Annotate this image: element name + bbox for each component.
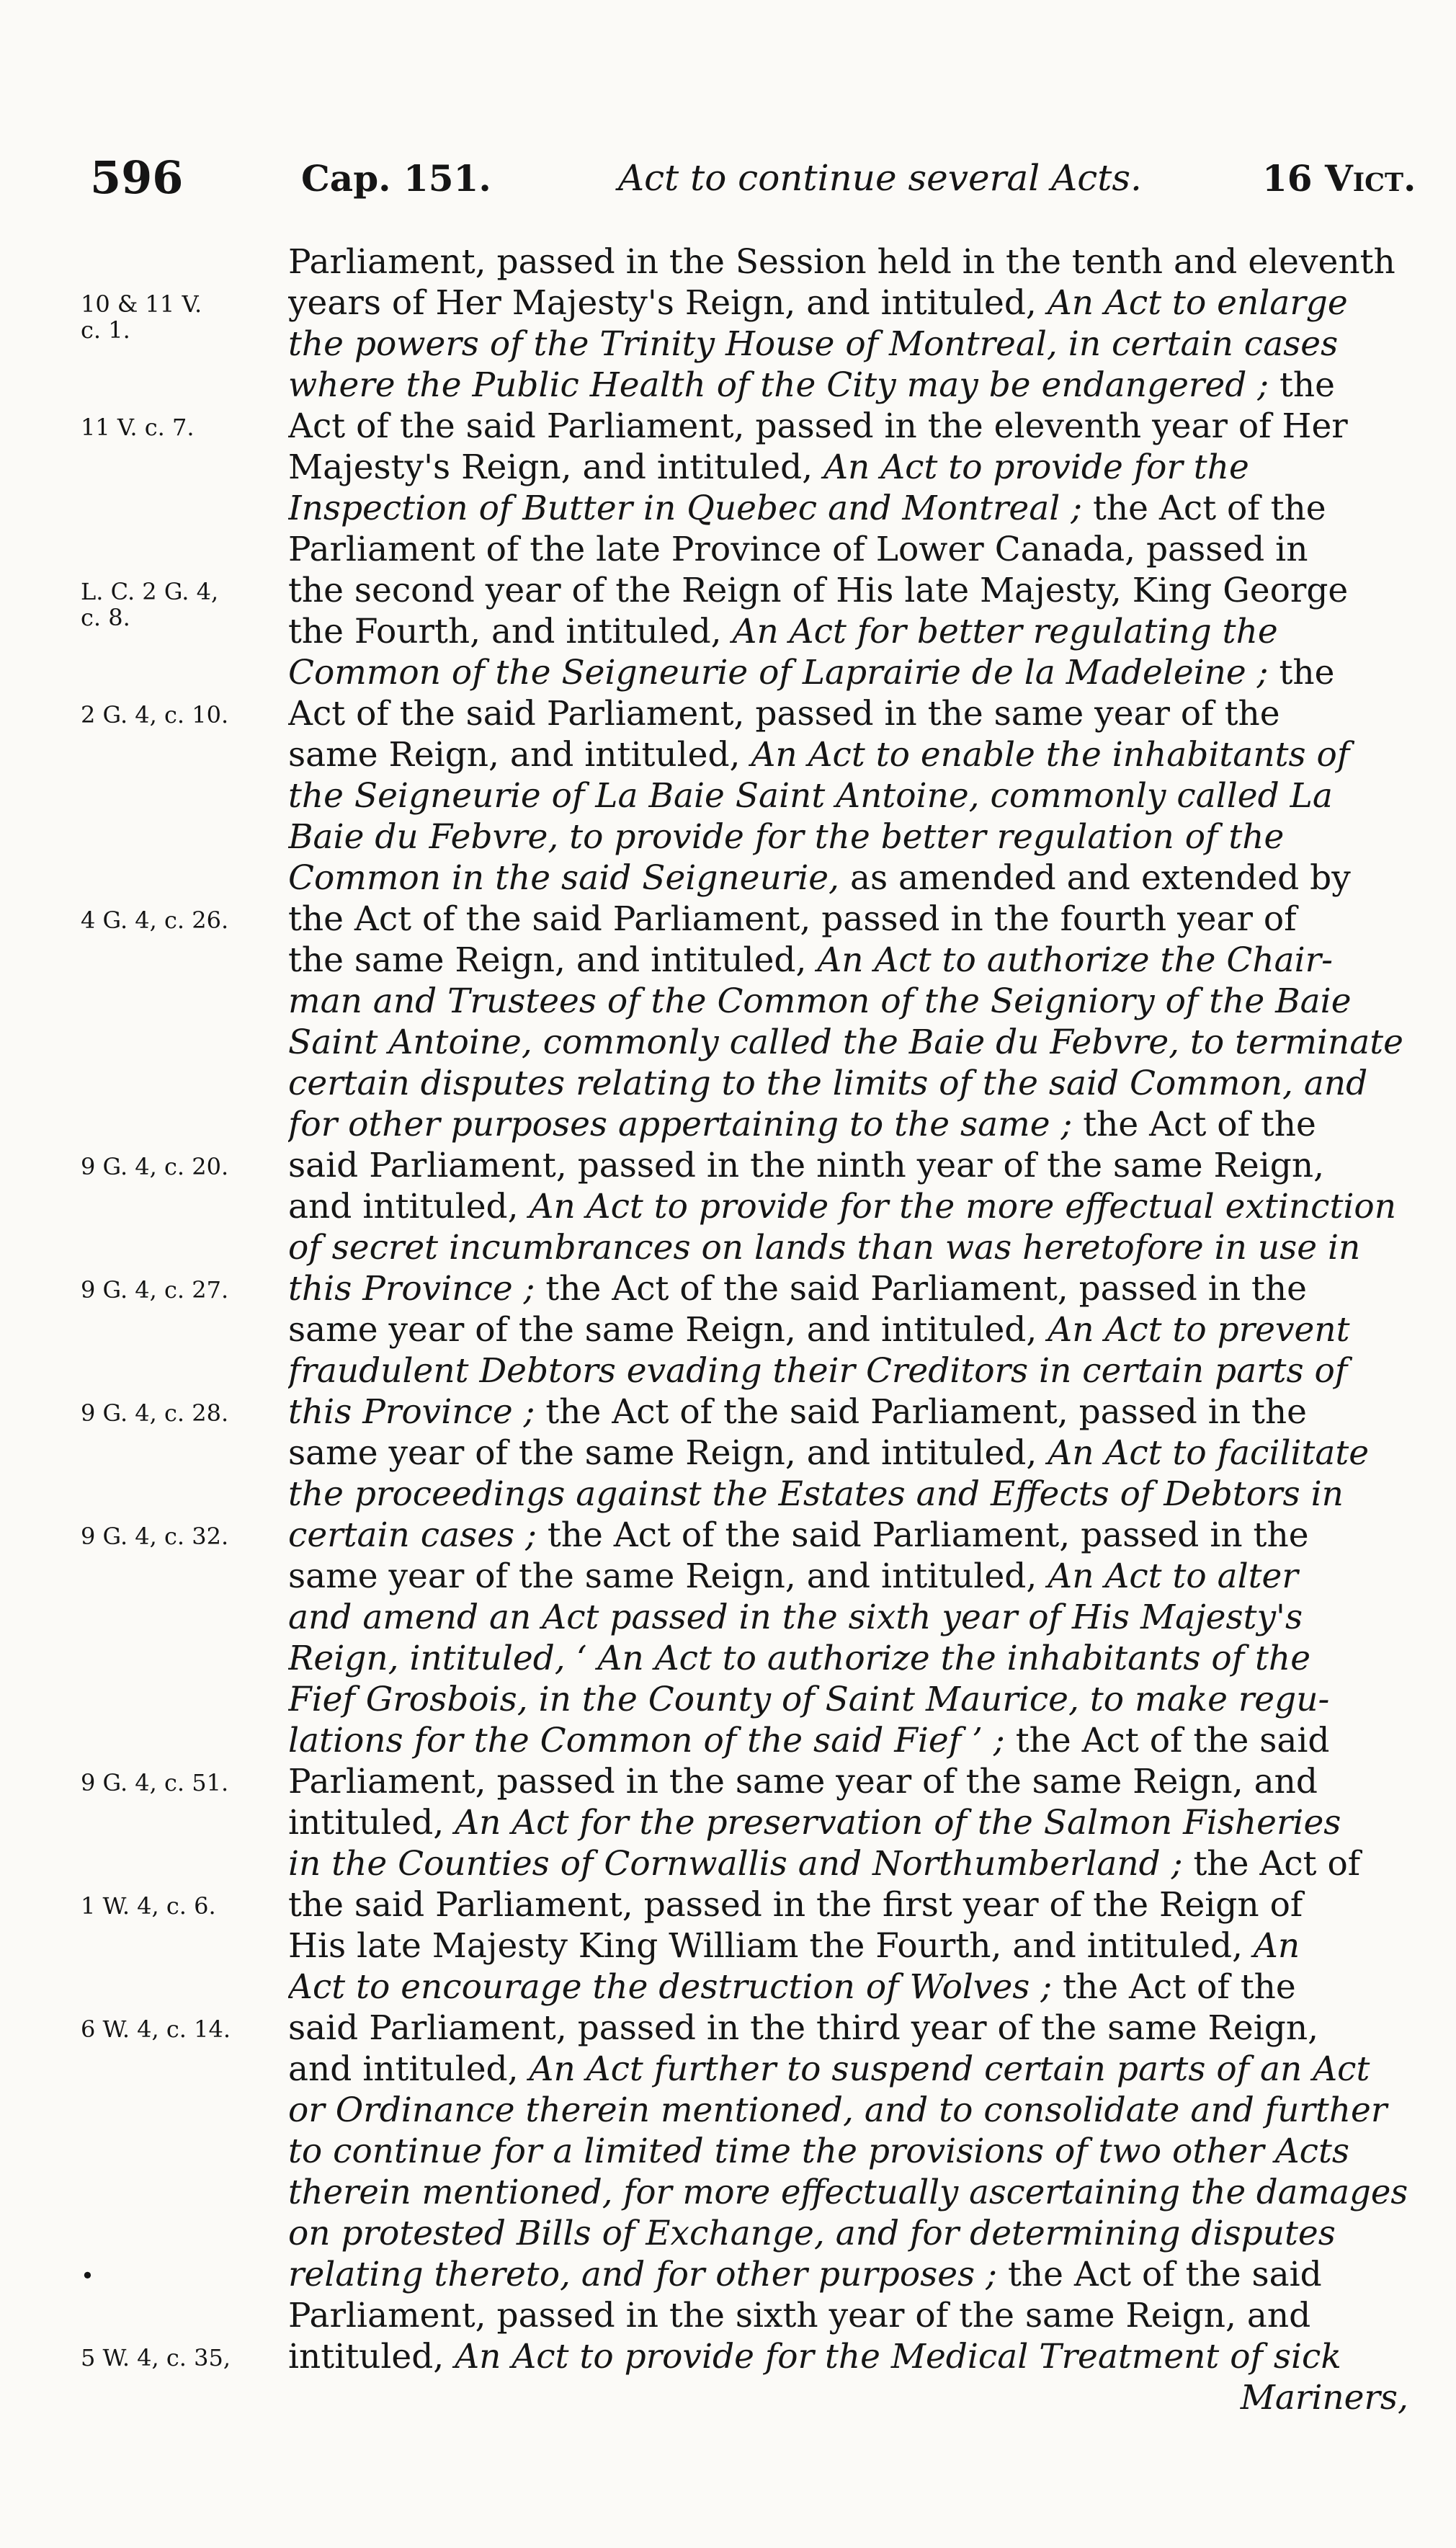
roman-text: the bbox=[1269, 365, 1335, 405]
text-line bbox=[288, 2336, 1408, 2377]
text-line bbox=[288, 570, 1408, 611]
text-line bbox=[288, 1022, 1408, 1063]
italic-text: to continue for a limited time the provisions of two other Acts bbox=[288, 2132, 1349, 2171]
roman-text: the same Reign, and intituled, bbox=[288, 940, 818, 980]
roman-text: and intituled, bbox=[288, 2049, 530, 2089]
text-line bbox=[288, 2049, 1408, 2090]
text-line bbox=[288, 1227, 1408, 1268]
italic-text: Fief Grosbois, in the County of Saint Maurice, to make regu- bbox=[288, 1680, 1330, 1719]
italic-text: An Act to provide for the more effectual extinction bbox=[529, 1187, 1396, 1226]
text-line bbox=[288, 1433, 1408, 1474]
margin-citation: • bbox=[81, 2262, 94, 2289]
margin-citation: 9 G. 4, c. 20. bbox=[81, 1153, 229, 1180]
catchword-text: Mariners, bbox=[1240, 2378, 1408, 2418]
margin-citation: 1 W. 4, c. 6. bbox=[81, 1892, 216, 1920]
body-text bbox=[288, 241, 1408, 2418]
text-line bbox=[288, 611, 1408, 652]
text-line bbox=[288, 282, 1408, 324]
roman-text: Act of the said Parliament, passed in the same year of the bbox=[288, 694, 1280, 734]
italic-text: An bbox=[1253, 1926, 1300, 1966]
italic-text: the powers of the Trinity House of Montreal, in certain cases bbox=[288, 324, 1339, 364]
roman-text: the Act of the said bbox=[1004, 1721, 1330, 1760]
italic-text: fraudulent Debtors evading their Creditors in certain parts of bbox=[288, 1351, 1348, 1391]
margin-citation: 5 W. 4, c. 35, bbox=[81, 2344, 231, 2371]
italic-text: An Act to alter bbox=[1048, 1556, 1298, 1596]
italic-text: and amend an Act passed in the sixth year of His Majesty's bbox=[288, 1598, 1303, 1637]
italic-text: An Act for the preservation of the Salmon Fisheries bbox=[455, 1803, 1341, 1843]
text-line bbox=[288, 1063, 1408, 1104]
italic-text: An Act to prevent bbox=[1048, 1310, 1350, 1350]
text-line bbox=[288, 1268, 1408, 1309]
roman-text: Act of the said Parliament, passed in the eleventh year of Her bbox=[288, 406, 1348, 446]
text-line bbox=[288, 529, 1408, 570]
roman-text: same Reign, and intituled, bbox=[288, 735, 751, 775]
roman-text: the Act of the said Parliament, passed in the fourth year of bbox=[288, 899, 1297, 939]
italic-text: Act to encourage the destruction of Wolves ; bbox=[288, 1967, 1053, 2007]
text-line bbox=[288, 1186, 1408, 1227]
roman-text: Parliament, passed in the sixth year of the same Reign, and bbox=[288, 2296, 1311, 2335]
roman-text: same year of the same Reign, and intituled, bbox=[288, 1310, 1048, 1350]
margin-citation: 9 G. 4, c. 28. bbox=[81, 1399, 229, 1427]
italic-text: the Seigneurie of La Baie Saint Antoine, commonly called La bbox=[288, 776, 1333, 816]
italic-text: Inspection of Butter in Quebec and Montreal ; bbox=[288, 489, 1083, 528]
text-line bbox=[288, 241, 1408, 282]
italic-text: An Act to authorize the Chair- bbox=[817, 940, 1334, 980]
text-line bbox=[288, 1556, 1408, 1597]
text-line bbox=[288, 1720, 1408, 1761]
margin-citation: 6 W. 4, c. 14. bbox=[81, 2015, 231, 2043]
text-line bbox=[288, 447, 1408, 488]
text-line bbox=[288, 899, 1408, 940]
roman-text: intituled, bbox=[288, 2337, 455, 2376]
running-title: Act to continue several Acts. bbox=[618, 157, 1142, 199]
italic-text: An Act to enable the inhabitants of bbox=[751, 735, 1350, 775]
italic-text: certain disputes relating to the limits of the said Common, and bbox=[288, 1064, 1368, 1103]
text-line bbox=[288, 1925, 1408, 1966]
italic-text: An Act to provide for the Medical Treatment of sick bbox=[455, 2337, 1341, 2376]
roman-text: Majesty's Reign, and intituled, bbox=[288, 447, 824, 487]
text-line bbox=[288, 775, 1408, 816]
text-line bbox=[288, 2172, 1408, 2213]
text-line bbox=[288, 324, 1408, 365]
roman-text: as amended and extended by bbox=[839, 858, 1351, 898]
text-line bbox=[288, 1884, 1408, 1925]
italic-text: Common in the said Seigneurie, bbox=[288, 858, 839, 898]
italic-text: Reign, intituled, ‘ An Act to authorize the inhabitants of the bbox=[288, 1639, 1311, 1678]
italic-text: of secret incumbrances on lands than was heretofore in use in bbox=[288, 1228, 1361, 1268]
roman-text: said Parliament, passed in the ninth year of the same Reign, bbox=[288, 1146, 1325, 1185]
text-line bbox=[288, 406, 1408, 447]
italic-text: An Act to provide for the bbox=[823, 447, 1249, 487]
roman-text: same year of the same Reign, and intituled, bbox=[288, 1556, 1048, 1596]
text-line bbox=[288, 2131, 1408, 2172]
text-line bbox=[288, 1474, 1408, 1515]
text-line bbox=[288, 488, 1408, 529]
italic-text: An Act for better regulating the bbox=[732, 612, 1278, 651]
roman-text: the Act of the said bbox=[997, 2255, 1322, 2294]
chapter-label: Cap. 151. bbox=[301, 157, 491, 200]
text-line bbox=[288, 1802, 1408, 1843]
roman-text: His late Majesty King William the Fourth, and intituled, bbox=[288, 1926, 1254, 1966]
text-line bbox=[288, 734, 1408, 775]
margin-citation: 2 G. 4, c. 10. bbox=[81, 701, 229, 729]
roman-text: Parliament, passed in the same year of the same Reign, and bbox=[288, 1762, 1318, 1801]
text-line bbox=[288, 1679, 1408, 1720]
margin-citation: L. C. 2 G. 4, c. 8. bbox=[81, 578, 219, 631]
roman-text: and intituled, bbox=[288, 1187, 530, 1226]
italic-text: the proceedings against the Estates and Effects of Debtors in bbox=[288, 1474, 1344, 1514]
text-line bbox=[288, 1391, 1408, 1433]
text-line bbox=[288, 2254, 1408, 2295]
italic-text: this Province ; bbox=[288, 1392, 535, 1432]
italic-text: therein mentioned, for more effectually ascertaining the damages bbox=[288, 2173, 1408, 2211]
italic-text: Saint Antoine, commonly called the Baie du Febvre, to terminate bbox=[288, 1023, 1403, 1062]
catchword bbox=[288, 2377, 1408, 2418]
roman-text: said Parliament, passed in the third year of the same Reign, bbox=[288, 2008, 1319, 2048]
italic-text: this Province ; bbox=[288, 1269, 535, 1309]
italic-text: in the Counties of Cornwallis and Northumberland ; bbox=[288, 1844, 1183, 1884]
italic-text: or Ordinance therein mentioned, and to consolidate and further bbox=[288, 2090, 1388, 2130]
margin-citation: 10 & 11 V. c. 1. bbox=[81, 290, 202, 344]
text-line bbox=[288, 1597, 1408, 1638]
roman-text: years of Her Majesty's Reign, and intituled, bbox=[288, 283, 1048, 323]
roman-text: intituled, bbox=[288, 1803, 455, 1843]
italic-text: relating thereto, and for other purposes ; bbox=[288, 2255, 997, 2294]
italic-text: for other purposes appertaining to the same ; bbox=[288, 1105, 1073, 1144]
text-line bbox=[288, 1761, 1408, 1802]
roman-text: the Fourth, and intituled, bbox=[288, 612, 733, 651]
text-line bbox=[288, 2295, 1408, 2336]
regnal-year: 16 Vict. bbox=[1262, 157, 1416, 200]
italic-text: An Act further to suspend certain parts of an Act bbox=[529, 2049, 1370, 2089]
text-line bbox=[288, 1843, 1408, 1884]
page-number: 596 bbox=[90, 151, 184, 204]
text-line bbox=[288, 2008, 1408, 2049]
roman-text: Parliament, passed in the Session held in the tenth and eleventh bbox=[288, 242, 1395, 282]
roman-text: the Act of the bbox=[1072, 1105, 1316, 1144]
roman-text: the Act of the said Parliament, passed in the bbox=[535, 1269, 1307, 1309]
italic-text: Baie du Febvre, to provide for the better regulation of the bbox=[288, 817, 1285, 857]
margin-citations bbox=[0, 0, 288, 2548]
text-line bbox=[288, 1638, 1408, 1679]
margin-citation: 9 G. 4, c. 27. bbox=[81, 1276, 229, 1304]
text-line bbox=[288, 1966, 1408, 2008]
roman-text: same year of the same Reign, and intituled, bbox=[288, 1433, 1048, 1473]
roman-text: the Act of the bbox=[1052, 1967, 1296, 2007]
roman-text: the Act of bbox=[1182, 1844, 1361, 1884]
text-line bbox=[288, 2090, 1408, 2131]
text-line bbox=[288, 2213, 1408, 2254]
text-line bbox=[288, 1350, 1408, 1391]
text-line bbox=[288, 1104, 1408, 1145]
roman-text: the said Parliament, passed in the first year of the Reign of bbox=[288, 1885, 1303, 1925]
text-line bbox=[288, 816, 1408, 858]
roman-text: the Act of the bbox=[1082, 489, 1326, 528]
roman-text: the bbox=[1268, 653, 1335, 692]
margin-citation: 9 G. 4, c. 32. bbox=[81, 1523, 229, 1550]
italic-text: on protested Bills of Exchange, and for determining disputes bbox=[288, 2214, 1336, 2253]
italic-text: lations for the Common of the said Fief ’ ; bbox=[288, 1721, 1005, 1760]
text-line bbox=[288, 1515, 1408, 1556]
italic-text: where the Public Health of the City may be endangered ; bbox=[288, 365, 1269, 405]
text-line bbox=[288, 693, 1408, 734]
text-line bbox=[288, 940, 1408, 981]
italic-text: certain cases ; bbox=[288, 1515, 537, 1555]
roman-text: Parliament of the late Province of Lower Canada, passed in bbox=[288, 530, 1308, 569]
italic-text: Common of the Seigneurie of Laprairie de la Madeleine ; bbox=[288, 653, 1269, 692]
roman-text: the second year of the Reign of His late Majesty, King George bbox=[288, 571, 1349, 610]
roman-text: the Act of the said Parliament, passed in the bbox=[535, 1392, 1307, 1432]
italic-text: An Act to enlarge bbox=[1047, 283, 1348, 323]
italic-text: man and Trustees of the Common of the Seigniory of the Baie bbox=[288, 981, 1352, 1021]
text-line bbox=[288, 1309, 1408, 1350]
italic-text: An Act to facilitate bbox=[1048, 1433, 1370, 1473]
margin-citation: 11 V. c. 7. bbox=[81, 414, 195, 441]
text-line bbox=[288, 1145, 1408, 1186]
margin-citation: 4 G. 4, c. 26. bbox=[81, 906, 229, 934]
margin-citation: 9 G. 4, c. 51. bbox=[81, 1769, 229, 1796]
text-line bbox=[288, 858, 1408, 899]
text-line bbox=[288, 365, 1408, 406]
text-line bbox=[288, 981, 1408, 1022]
text-line bbox=[288, 652, 1408, 693]
roman-text: the Act of the said Parliament, passed in the bbox=[536, 1515, 1309, 1555]
